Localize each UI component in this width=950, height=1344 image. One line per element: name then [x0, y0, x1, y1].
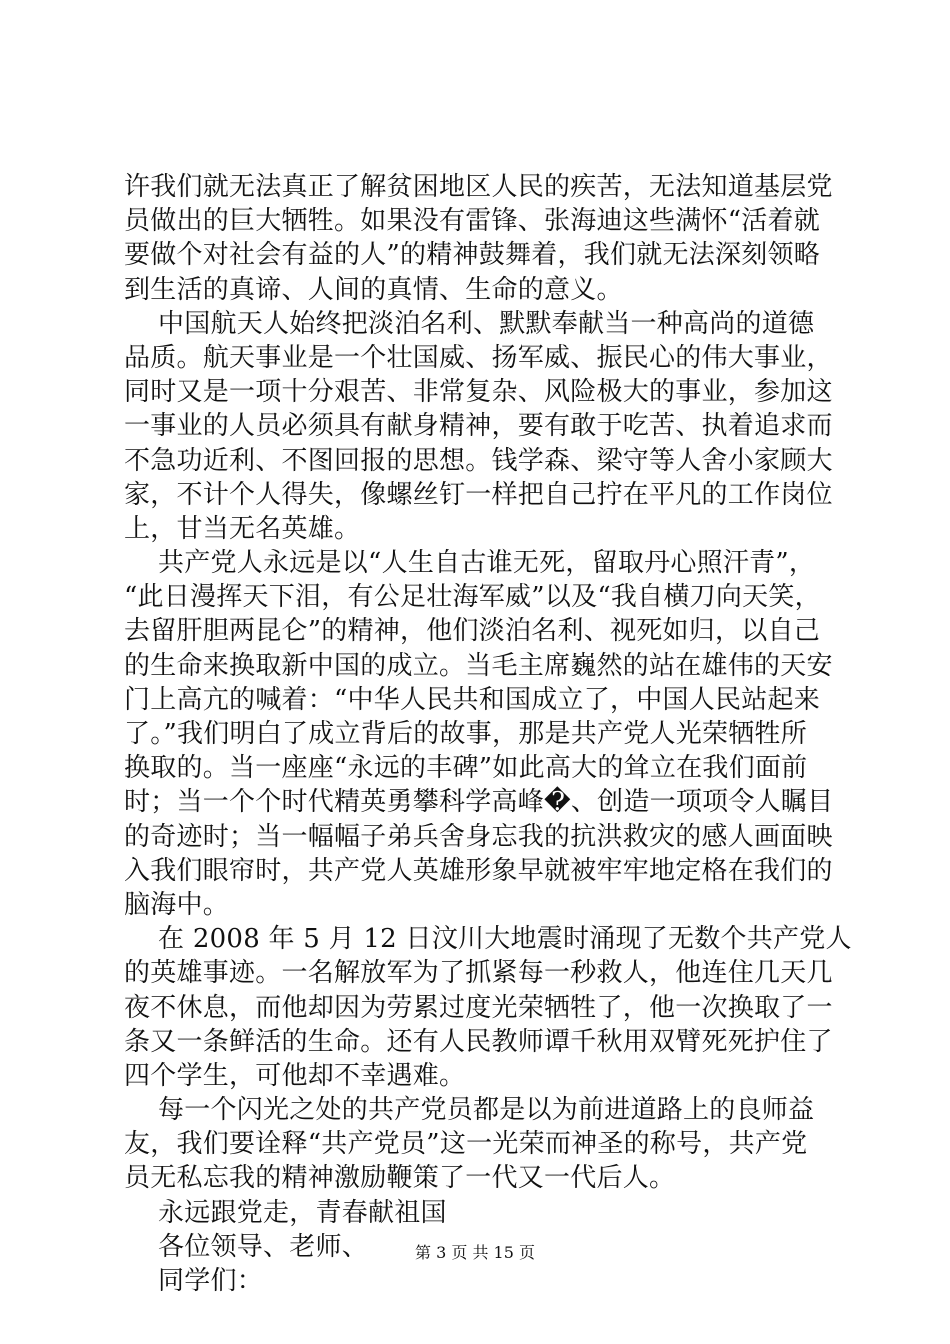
text-line: 永远跟党走，青春献祖国	[124, 1197, 447, 1228]
text-line: 同学们：	[124, 1266, 264, 1296]
text-line: 的奇迹时；当一幅幅子弟兵舍身忘我的抗洪救灾的感人画面映	[124, 821, 833, 852]
text-line: 品质。航天事业是一个壮国威、扬军威、振民心的伟大事业，	[124, 342, 833, 373]
text-line: 入我们眼帘时，共产党人英雄形象早就被牢牢地定格在我们的	[124, 855, 833, 886]
text-line: 去留肝胆两昆仑”的精神，他们淡泊名利、视死如归，以自己	[124, 616, 821, 647]
text-line: 脑海中。	[124, 889, 230, 920]
text-line: 一事业的人员必须具有献身精神，要有敢于吃苦、执着追求而	[124, 411, 833, 442]
text-line: 各位领导、老师、	[124, 1231, 369, 1262]
text-line: 夜不休息，而他却因为劳累过度光荣牺牲了，他一次换取了一	[124, 992, 833, 1023]
text-line: 每一个闪光之处的共产党员都是以为前进道路上的良师益	[124, 1095, 815, 1126]
body-text	[124, 170, 852, 1298]
text-line: 要做个对社会有益的人”的精神鼓舞着，我们就无法深刻领略	[124, 240, 821, 271]
text-line: 换取的。当一座座“永远的丰碑”如此高大的耸立在我们面前	[124, 753, 808, 784]
text-line: 在 2008 年 5 月 12 日汶川大地震时涌现了无数个共产党人	[124, 924, 852, 955]
text-line: 共产党人永远是以“人生自古谁无死，留取丹心照汗青”，	[124, 548, 816, 579]
text-line: 许我们就无法真正了解贫困地区人民的疾苦，无法知道基层党	[124, 172, 833, 202]
text-line: 了。”我们明白了成立背后的故事，那是共产党人光荣牺牲所	[124, 719, 808, 749]
text-line: 到生活的真谛、人间的真情、生命的意义。	[124, 274, 623, 305]
text-line: 员做出的巨大牺牲。如果没有雷锋、张海迪这些满怀“活着就	[124, 206, 821, 237]
text-line: 上，甘当无名英雄。	[124, 513, 361, 544]
text-line: 四个学生，可他却不幸遇难。	[124, 1060, 466, 1091]
text-line: 条又一条鲜活的生命。还有人民教师谭千秋用双臂死死护住了	[124, 1026, 833, 1057]
text-line: 家，不计个人得失，像螺丝钉一样把自己拧在平凡的工作岗位	[124, 479, 833, 510]
text-line: 友，我们要诠释“共产党员”这一光荣而神圣的称号，共产党	[124, 1129, 808, 1160]
text-line: 中国航天人始终把淡泊名利、默默奉献当一种高尚的道德	[124, 308, 815, 339]
text-line: 时；当一个个时代精英勇攀科学高峰�、创造一项项令人瞩目	[124, 787, 834, 818]
text-line: 同时又是一项十分艰苦、非常复杂、风险极大的事业，参加这	[124, 377, 833, 408]
text-line: 的英雄事迹。一名解放军为了抓紧每一秒救人，他连住几天几	[124, 958, 833, 989]
text-line: 不急功近利、不图回报的思想。钱学森、梁守等人舍小家顾大	[124, 445, 833, 476]
text-line: “此日漫挥天下泪，有公足壮海军威”以及“我自横刀向天笑，	[124, 582, 821, 613]
text-line: 的生命来换取新中国的成立。当毛主席巍然的站在雄伟的天安	[124, 650, 833, 681]
text-line: 员无私忘我的精神激励鞭策了一代又一代后人。	[124, 1163, 676, 1194]
page-number-label: 第 3 页 共 15 页	[415, 1243, 535, 1262]
page-footer	[0, 1243, 950, 1263]
text-line: 门上高亢的喊着：“中华人民共和国成立了，中国人民站起来	[124, 684, 821, 715]
